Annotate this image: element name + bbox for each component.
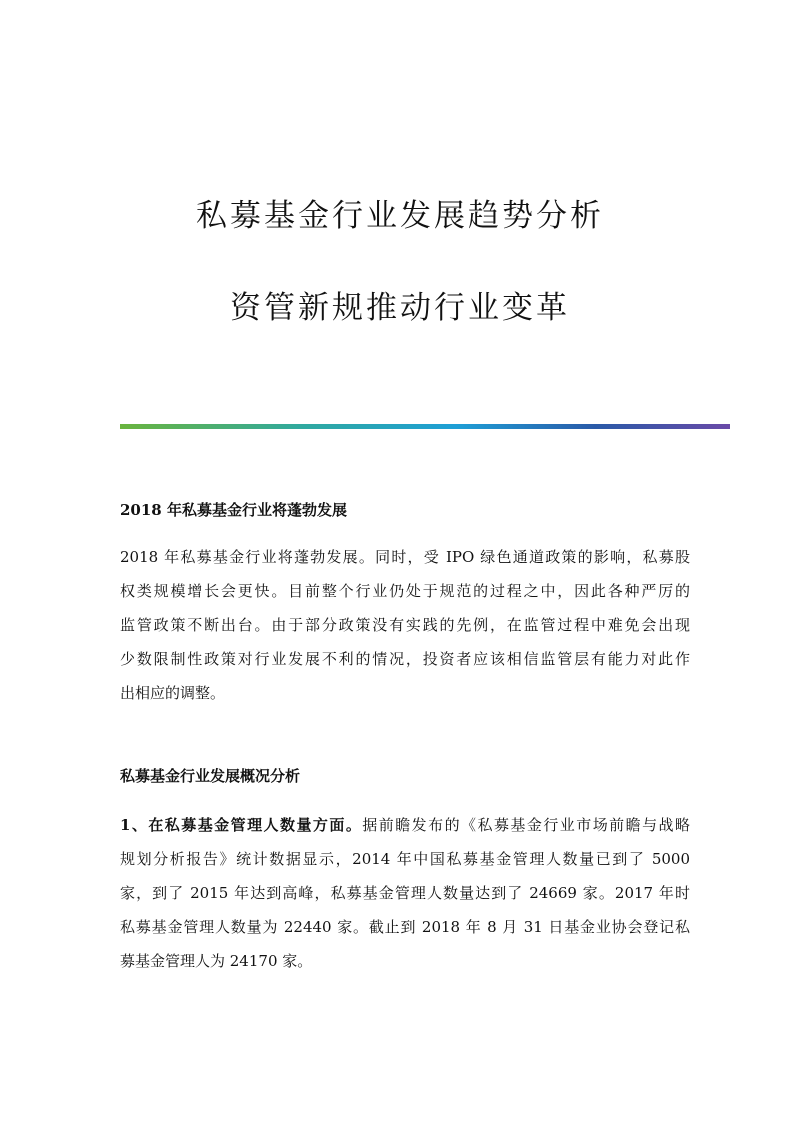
paragraph-lead-bold: 1、在私募基金管理人数量方面。	[120, 816, 363, 834]
gradient-divider	[120, 424, 730, 429]
section2-paragraph	[120, 808, 690, 978]
document-subtitle: 资管新规推动行业变革	[230, 290, 570, 326]
section1-paragraph	[120, 540, 690, 710]
paragraph-line: 募基金管理人为 24170 家。	[120, 952, 313, 970]
paragraph-line: 规划分析报告》统计数据显示，2014 年中国私募基金管理人数量已到了 5000	[120, 850, 690, 868]
paragraph-first-line	[120, 808, 690, 842]
paragraph-line: 家，到了 2015 年达到高峰，私募基金管理人数量达到了 24669 家。2017 年时	[120, 884, 690, 902]
document-title: 私募基金行业发展趋势分析	[196, 198, 604, 234]
paragraph-line-text: 据前瞻发布的《私募基金行业市场前瞻与战略	[362, 816, 690, 834]
paragraph-line: 监管政策不断出台。由于部分政策没有实践的先例，在监管过程中难免会出现	[120, 616, 690, 634]
section-heading-overview: 私募基金行业发展概况分析	[120, 767, 301, 785]
paragraph-line: 少数限制性政策对行业发展不利的情况，投资者应该相信监管层有能力对此作	[120, 650, 690, 668]
paragraph-line: 出相应的调整。	[120, 684, 226, 702]
section-heading-2018: 2018 年私募基金行业将蓬勃发展	[120, 501, 347, 519]
paragraph-line: 权类规模增长会更快。目前整个行业仍处于规范的过程之中，因此各种严厉的	[120, 582, 690, 600]
paragraph-line: 私募基金管理人数量为 22440 家。截止到 2018 年 8 月 31 日基金业协会登记私	[120, 918, 690, 936]
paragraph-line: 2018 年私募基金行业将蓬勃发展。同时，受 IPO 绿色通道政策的影响，私募股	[120, 548, 690, 566]
